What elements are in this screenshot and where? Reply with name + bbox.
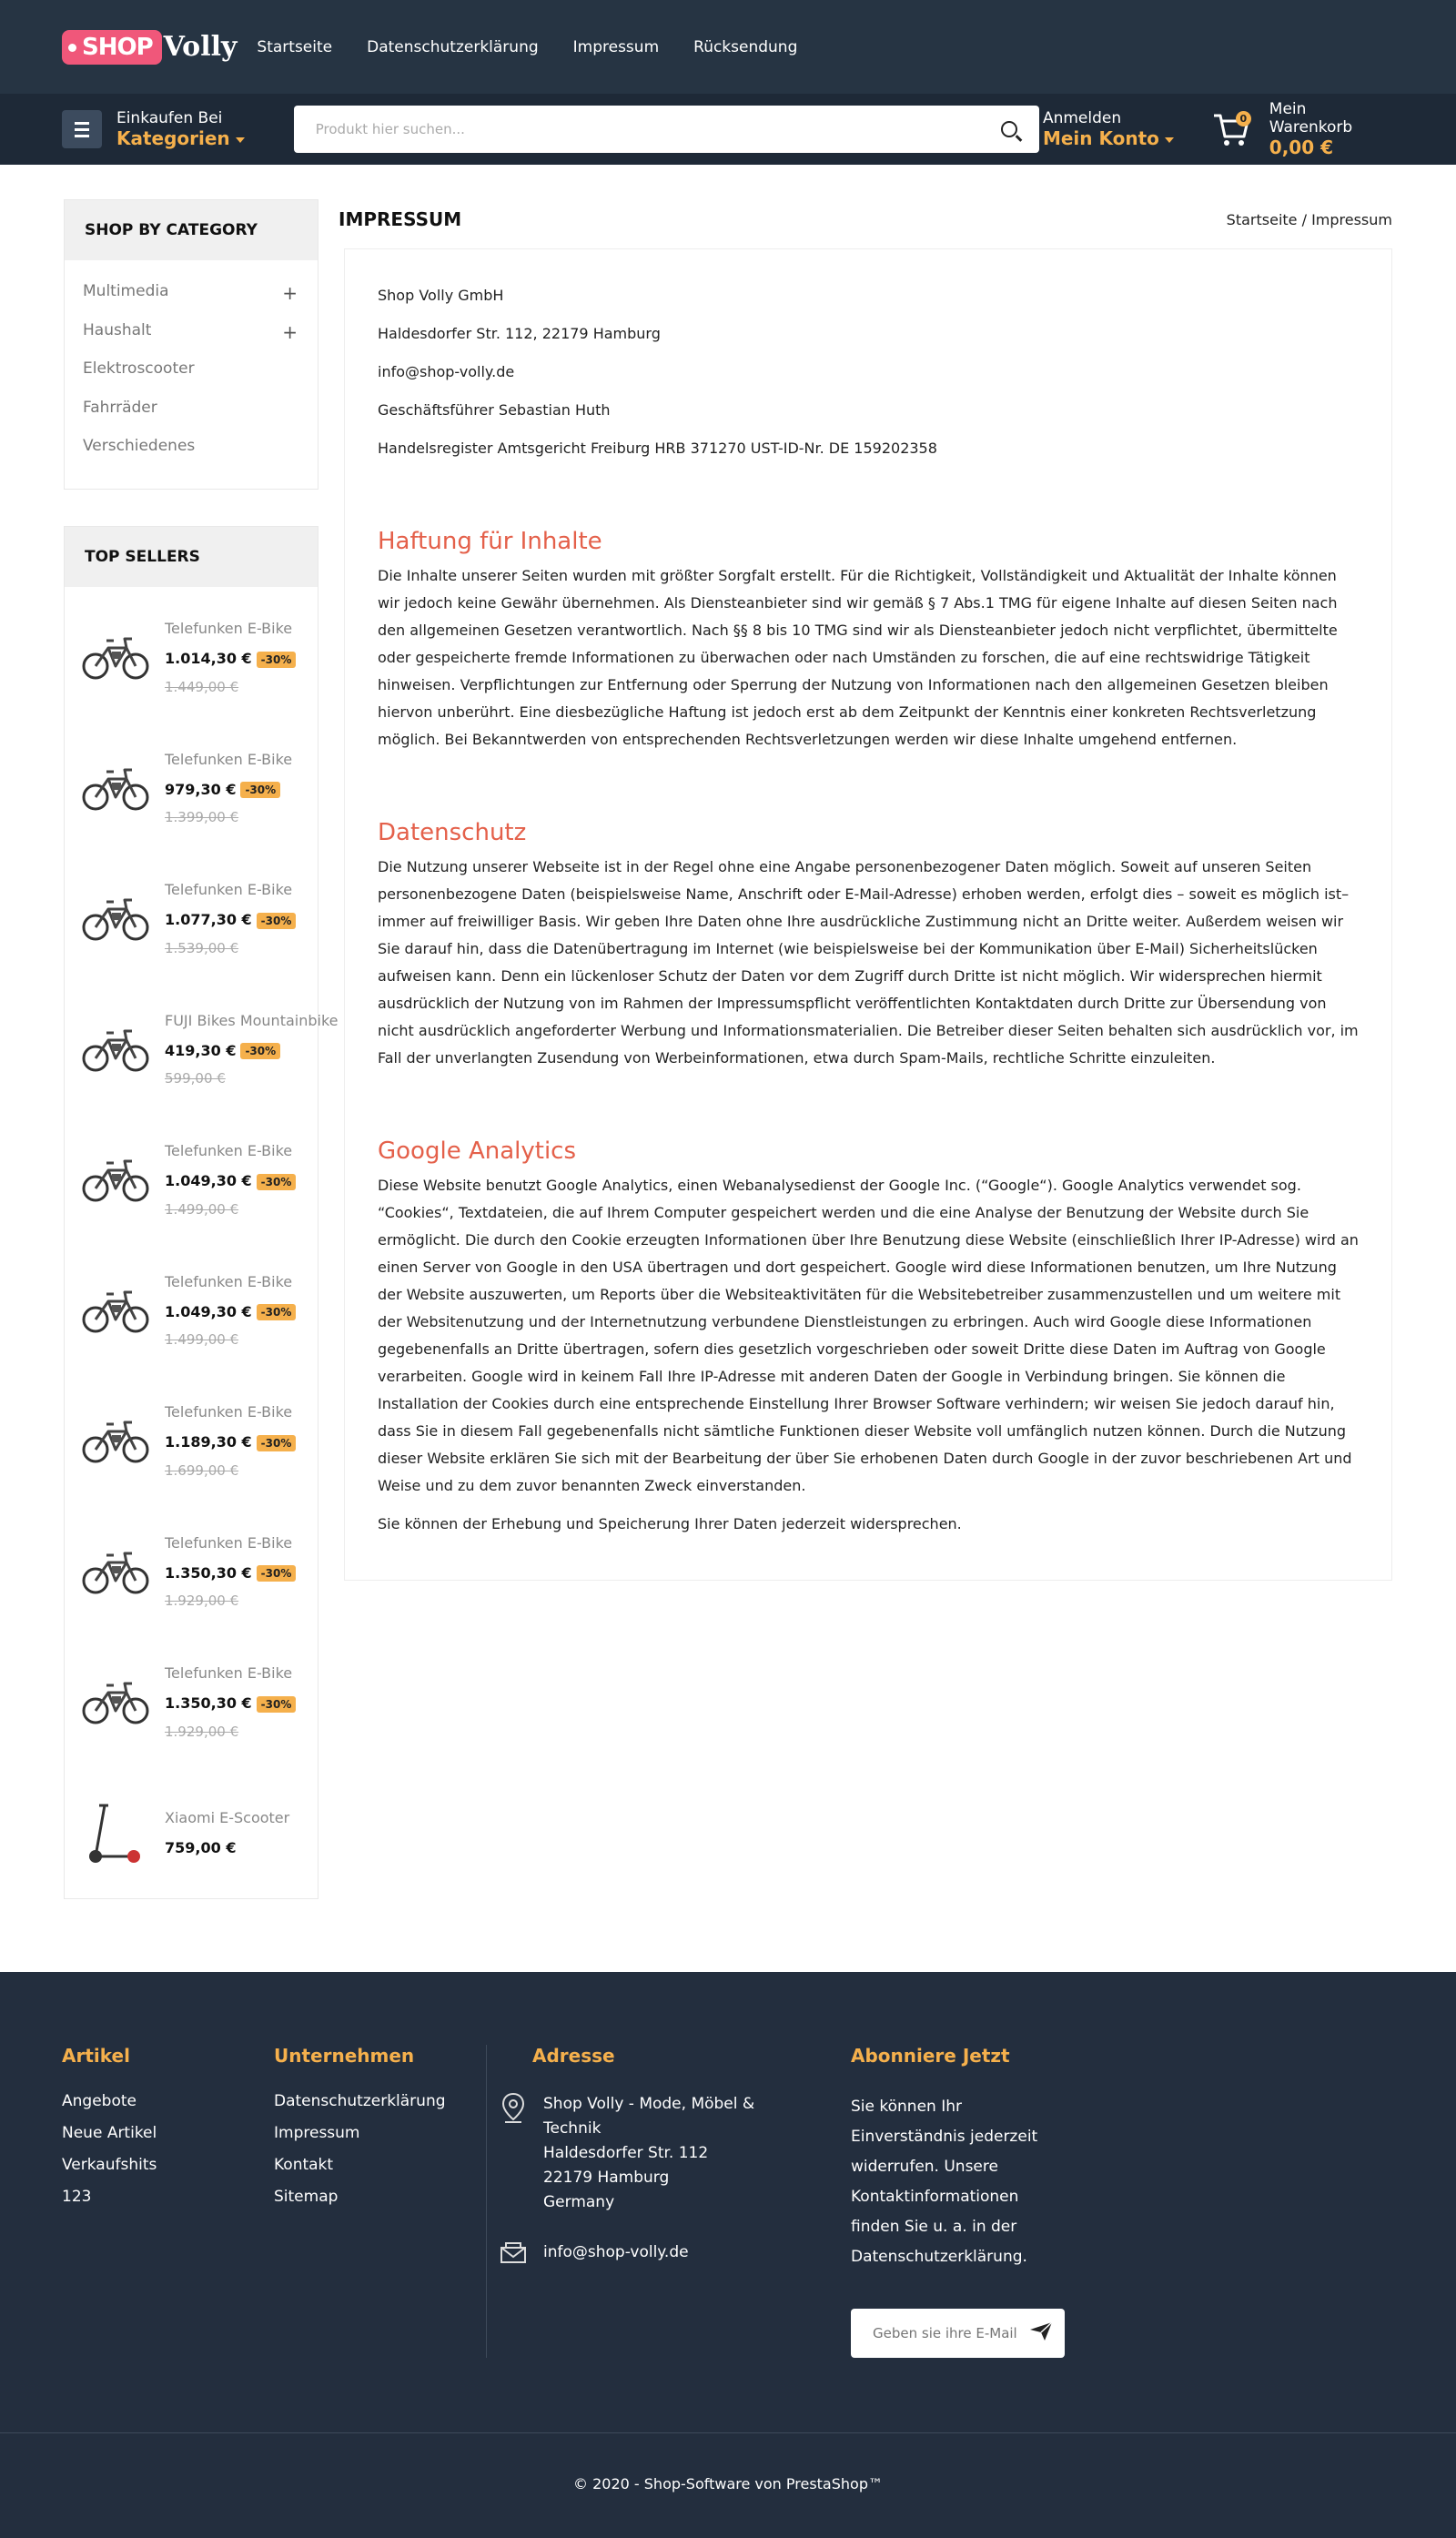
top-seller-item[interactable] xyxy=(65,1637,318,1768)
shop-logo[interactable] xyxy=(62,30,237,65)
footer-col-adresse xyxy=(532,2045,851,2358)
top-sellers-box xyxy=(64,526,339,1899)
product-name[interactable]: Telefunken E-Bike xyxy=(165,1533,293,1552)
breadcrumb-separator: / xyxy=(1297,210,1312,228)
product-old-price: 1.499,00 € xyxy=(165,1331,239,1348)
category-label: Elektroscooter xyxy=(83,359,195,378)
product-price: 1.077,30 € xyxy=(165,911,252,928)
section-heading-haftung: Haftung für Inhalte xyxy=(378,528,602,555)
nav-link-startseite[interactable]: Startseite xyxy=(257,37,333,56)
category-menu-icon[interactable] xyxy=(62,110,102,148)
product-image[interactable] xyxy=(81,1669,150,1734)
product-name[interactable]: Telefunken E-Bike xyxy=(165,1142,293,1159)
company-street: Haldesdorfer Str. 112, 22179 Hamburg xyxy=(378,325,661,342)
product-name[interactable]: Xiaomi E-Scooter xyxy=(165,1808,290,1826)
top-seller-item[interactable] xyxy=(65,984,339,1115)
cart[interactable] xyxy=(1211,100,1394,158)
footer-heading: Adresse xyxy=(532,2044,615,2067)
top-seller-item[interactable] xyxy=(65,592,318,723)
product-image[interactable] xyxy=(81,755,150,821)
category-box-title: SHOP BY CATEGORY xyxy=(65,200,318,260)
search-input[interactable] xyxy=(316,121,953,137)
top-seller-item[interactable] xyxy=(65,1376,318,1507)
discount-badge: -30% xyxy=(257,1435,297,1451)
footer-link-sitemap[interactable]: Sitemap xyxy=(274,2187,339,2206)
product-name[interactable]: Telefunken E-Bike xyxy=(165,1272,293,1290)
discount-badge: -30% xyxy=(257,1174,297,1190)
footer xyxy=(0,1972,1456,2538)
section-text: Diese Website benutzt Google Analytics, einen Webanalysedienst der Google Inc. (“Google“). Google Analytics verwendet sog. “Cookies“, Textdateien, die auf Ihrem Computer gespeichert werden und die eine Analyse der Benutzung der Website durch Sie ermöglicht. Die durch den Cookie erzeugten Informationen über Ihre Benutzung diese Website (einschließlich Ihrer IP-Adresse) wird an einen Server von Google in den USA übertragen und dort gespeichert. Google wird diese Informationen benutzen, um Ihre Nutzung der Website auszuwerten, um Reports über die Websiteaktivitäten für die Websitebetreiber zusammenzustellen und um weitere mit der Websitenutzung und der Internetnutzung verbundene Dienstleistungen zu erbringen. Auch wird Google diese Informationen gegebenenfalls an Dritte übertragen, sofern dies gesetzlich vorgeschrieben oder soweit Dritte diese Daten im Auftrag von Google verarbeiten. Google wird in keinem Fall Ihre IP-Adresse mit anderen Daten der Google in Verbindung bringen. Sie können die Installation der Cookies durch eine entsprechende Einstellung Ihrer Browser Software verhindern; wir weisen Sie jedoch darauf hin, dass Sie in diesem Fall gegebenenfalls nicht sämtliche Funktionen dieser Website voll umfänglich nutzen können. Durch die Nutzung dieser Website erklären Sie sich mit der Bearbeitung der über Sie erhobenen Daten durch Google in der zuvor beschriebenen Art und Weise und zu dem zuvor benannten Zweck einverstanden. xyxy=(378,1177,1359,1494)
product-price: 1.189,30 € xyxy=(165,1433,252,1451)
product-price: 979,30 € xyxy=(165,780,237,798)
login-label: Anmelden xyxy=(1042,109,1122,127)
company-ceo: Geschäftsführer Sebastian Huth xyxy=(378,401,611,419)
footer-email-link[interactable]: info@shop-volly.de xyxy=(543,2242,689,2261)
category-dropdown[interactable] xyxy=(116,109,285,149)
product-price: 1.049,30 € xyxy=(165,1172,252,1189)
category-box xyxy=(64,199,318,490)
category-item-haushalt[interactable] xyxy=(83,321,298,360)
nav-link-datenschutz[interactable]: Datenschutzerklärung xyxy=(367,37,539,56)
product-name[interactable]: Telefunken E-Bike xyxy=(165,750,293,768)
footer-link-impressum[interactable]: Impressum xyxy=(274,2123,360,2142)
footer-col-newsletter xyxy=(851,2045,1142,2358)
product-image[interactable] xyxy=(81,885,150,951)
newsletter-text: Sie können Ihr Einverständnis jederzeit widerrufen. Unsere Kontaktinformationen finden Sie u. a. in der Datenschutzerklärung. xyxy=(851,2097,1038,2266)
footer-heading: Unternehmen xyxy=(274,2044,415,2067)
newsletter-email-input[interactable] xyxy=(873,2325,1018,2341)
product-name[interactable]: Telefunken E-Bike xyxy=(165,881,293,898)
discount-badge: -30% xyxy=(257,1304,297,1320)
product-price: 1.350,30 € xyxy=(165,1563,252,1582)
product-name[interactable]: Telefunken E-Bike xyxy=(165,1664,293,1682)
company-address xyxy=(378,282,1359,462)
footer-link-neue-artikel[interactable]: Neue Artikel xyxy=(62,2123,157,2142)
footer-link-datenschutz[interactable]: Datenschutzerklärung xyxy=(274,2091,446,2110)
category-line1: Einkaufen Bei xyxy=(116,109,223,127)
caret-down-icon xyxy=(236,137,245,143)
breadcrumb xyxy=(1227,211,1392,228)
product-price: 419,30 € xyxy=(165,1041,237,1059)
product-old-price: 1.449,00 € xyxy=(165,678,239,695)
discount-badge: -30% xyxy=(257,1565,297,1582)
product-old-price: 1.539,00 € xyxy=(165,939,239,956)
account-dropdown[interactable] xyxy=(1043,109,1211,149)
footer-link-angebote[interactable]: Angebote xyxy=(62,2091,136,2110)
footer-link-kontakt[interactable]: Kontakt xyxy=(274,2155,334,2174)
page-title: IMPRESSUM xyxy=(339,208,462,230)
product-image[interactable] xyxy=(81,1147,150,1212)
product-old-price: 1.499,00 € xyxy=(165,1200,239,1218)
logo-word: Volly xyxy=(163,31,238,63)
company-email: info@shop-volly.de xyxy=(378,363,515,380)
product-image[interactable] xyxy=(81,1800,150,1866)
top-seller-item[interactable] xyxy=(65,1767,318,1898)
category-line2: Kategorien xyxy=(116,127,230,149)
product-image[interactable] xyxy=(81,1408,150,1473)
footer-link-123[interactable]: 123 xyxy=(62,2187,92,2206)
section-text: Sie können der Erhebung und Speicherung Ihrer Daten jederzeit widersprechen. xyxy=(378,1515,962,1532)
category-item-verschiedenes[interactable] xyxy=(83,437,298,476)
product-image[interactable] xyxy=(81,1278,150,1343)
page-body xyxy=(0,165,1456,1972)
cart-total: 0,00 € xyxy=(1269,137,1334,158)
discount-badge: -30% xyxy=(257,1696,297,1713)
product-image[interactable] xyxy=(81,1539,150,1604)
cart-count-badge: 0 xyxy=(1236,111,1251,126)
company-register: Handelsregister Amtsgericht Freiburg HRB 371270 UST-ID-Nr. DE 159202358 xyxy=(378,440,937,457)
mail-icon xyxy=(500,2240,527,2279)
footer-heading: Artikel xyxy=(62,2044,130,2067)
product-name[interactable]: Telefunken E-Bike xyxy=(165,1403,293,1421)
category-item-fahrraeder[interactable] xyxy=(83,399,298,438)
product-old-price: 1.699,00 € xyxy=(165,1461,239,1479)
section-heading-google-analytics: Google Analytics xyxy=(378,1138,577,1165)
section-text: Die Nutzung unserer Webseite ist in der Regel ohne eine Angabe personenbezogener Daten möglich. Soweit auf unseren Seiten personenbezogene Daten (beispielsweise Name, Anschrift oder E-Mail-Adresse) erhoben werden, erfolgt dies – soweit es möglich ist– immer auf freiwilliger Basis. Wir geben Ihre Daten ohne Ihre ausdrückliche Zustimmung nicht an Dritte weiter. Außerdem weisen wir Sie darauf hin, dass die Datenübertragung im Internet (wie beispielsweise bei der Kommunikation über E-Mail) Sicherheitslücken aufweisen kann. Denn ein lückenloser Schutz der Daten vor dem Zugriff durch Dritte ist nicht möglich. Wir widersprechen hiermit ausdrücklich der Nutzung von im Rahmen der Impressumspflicht veröffentlichten Kontaktdaten durch Dritte zur Übersendung von nicht ausdrücklich angeforderter Werbung und Informationsmaterialien. Die Betreiber dieser Seiten behalten sich ausdrücklich vor, im Fall der unverlangten Zusendung von Werbeinformationen, etwa durch Spam-Mails, rechtliche Schritte einzuleiten. xyxy=(378,858,1359,1067)
product-old-price: 1.399,00 € xyxy=(165,809,239,825)
top-sellers-title: TOP SELLERS xyxy=(65,527,318,587)
section-text: Die Inhalte unserer Seiten wurden mit größter Sorgfalt erstellt. Für die Richtigkeit, Vollständigkeit und Aktualität der Inhalte können wir jedoch keine Gewähr übernehmen. Als Diensteanbieter sind wir gemäß § 7 Abs.1 TMG für eigene Inhalte auf diesen Seiten nach den allgemeinen Gesetzen verantwortlich. Nach §§ 8 bis 10 TMG sind wir als Diensteanbieter jedoch nicht verpflichtet, übermittelte oder gespeicherte fremde Informationen zu überwachen oder nach Umständen zu forschen, die auf eine rechtswidrige Tätigkeit hinweisen. Verpflichtungen zur Entfernung oder Sperrung der Nutzung von Informationen nach den allgemeinen Gesetzen bleiben hiervon unberührt. Eine diesbezügliche Haftung ist jedoch erst ab dem Zeitpunkt der Kenntnis einer konkreten Rechtsverletzung möglich. Bei Bekanntwerden von entsprechenden Rechtsverletzungen werden wir diese Inhalte umgehend entfernen. xyxy=(378,567,1338,748)
main-content xyxy=(339,199,1392,1936)
product-price: 1.350,30 € xyxy=(165,1694,252,1712)
footer-address-line: 22179 Hamburg xyxy=(543,2168,670,2187)
footer-address-line: Shop Volly - Mode, Möbel & Technik xyxy=(543,2094,755,2138)
category-item-multimedia[interactable] xyxy=(83,282,298,321)
cart-label: Mein Warenkorb xyxy=(1269,100,1353,137)
product-old-price: 599,00 € xyxy=(165,1070,226,1087)
expand-icon[interactable]: + xyxy=(282,282,298,304)
sidebar xyxy=(64,199,339,1936)
company-name: Shop Volly GmbH xyxy=(378,287,504,304)
send-icon[interactable] xyxy=(1028,2321,1054,2346)
top-seller-item[interactable] xyxy=(65,1506,318,1637)
product-price: 1.049,30 € xyxy=(165,1302,252,1320)
discount-badge: -30% xyxy=(257,652,297,668)
category-label: Haushalt xyxy=(83,320,152,339)
caret-down-icon xyxy=(1165,137,1174,143)
category-item-elektroscooter[interactable] xyxy=(83,359,298,399)
logo-tag: SHOP xyxy=(62,30,162,65)
top-seller-item[interactable] xyxy=(65,854,318,985)
footer-col-artikel xyxy=(62,2045,274,2358)
footer-link-verkaufshits[interactable]: Verkaufshits xyxy=(62,2155,157,2174)
search-icon[interactable] xyxy=(1001,121,1017,137)
search-bar-row xyxy=(0,94,1456,165)
discount-badge: -30% xyxy=(240,1043,280,1059)
footer-heading: Abonniere Jetzt xyxy=(851,2044,1010,2067)
footer-address-line: Germany xyxy=(543,2192,615,2211)
section-heading-datenschutz: Datenschutz xyxy=(378,819,527,846)
product-image[interactable] xyxy=(81,1016,150,1082)
product-name[interactable]: Telefunken E-Bike xyxy=(165,620,293,637)
account-label: Mein Konto xyxy=(1042,127,1159,149)
breadcrumb-current: Impressum xyxy=(1311,210,1392,228)
top-seller-item[interactable] xyxy=(65,1115,318,1246)
top-navigation xyxy=(0,0,1456,94)
nav-link-impressum[interactable]: Impressum xyxy=(572,37,660,56)
top-seller-item[interactable] xyxy=(65,723,318,854)
product-old-price: 1.929,00 € xyxy=(165,1593,239,1609)
footer-col-unternehmen xyxy=(274,2045,487,2358)
top-seller-item[interactable] xyxy=(65,1245,318,1376)
expand-icon[interactable]: + xyxy=(282,320,298,343)
product-price: 759,00 € xyxy=(165,1838,237,1856)
product-price: 1.014,30 € xyxy=(165,650,252,667)
newsletter-form xyxy=(851,2309,1065,2358)
imprint-content xyxy=(344,248,1392,1581)
category-label: Multimedia xyxy=(83,282,169,300)
product-name[interactable]: FUJI Bikes Mountainbike xyxy=(165,1011,339,1029)
location-pin-icon xyxy=(500,2092,527,2215)
discount-badge: -30% xyxy=(240,782,280,798)
nav-link-ruecksendung[interactable]: Rücksendung xyxy=(693,37,798,56)
category-label: Verschiedenes xyxy=(83,437,196,455)
cart-icon[interactable] xyxy=(1211,109,1251,149)
footer-address-line: Haldesdorfer Str. 112 xyxy=(543,2143,709,2162)
category-label: Fahrräder xyxy=(83,398,157,417)
product-old-price: 1.929,00 € xyxy=(165,1723,239,1740)
copyright: © 2020 - Shop-Software von PrestaShop™ xyxy=(0,2432,1456,2492)
product-image[interactable] xyxy=(81,624,150,690)
breadcrumb-home[interactable]: Startseite xyxy=(1226,210,1298,228)
search-box xyxy=(294,106,1039,153)
discount-badge: -30% xyxy=(257,913,297,929)
